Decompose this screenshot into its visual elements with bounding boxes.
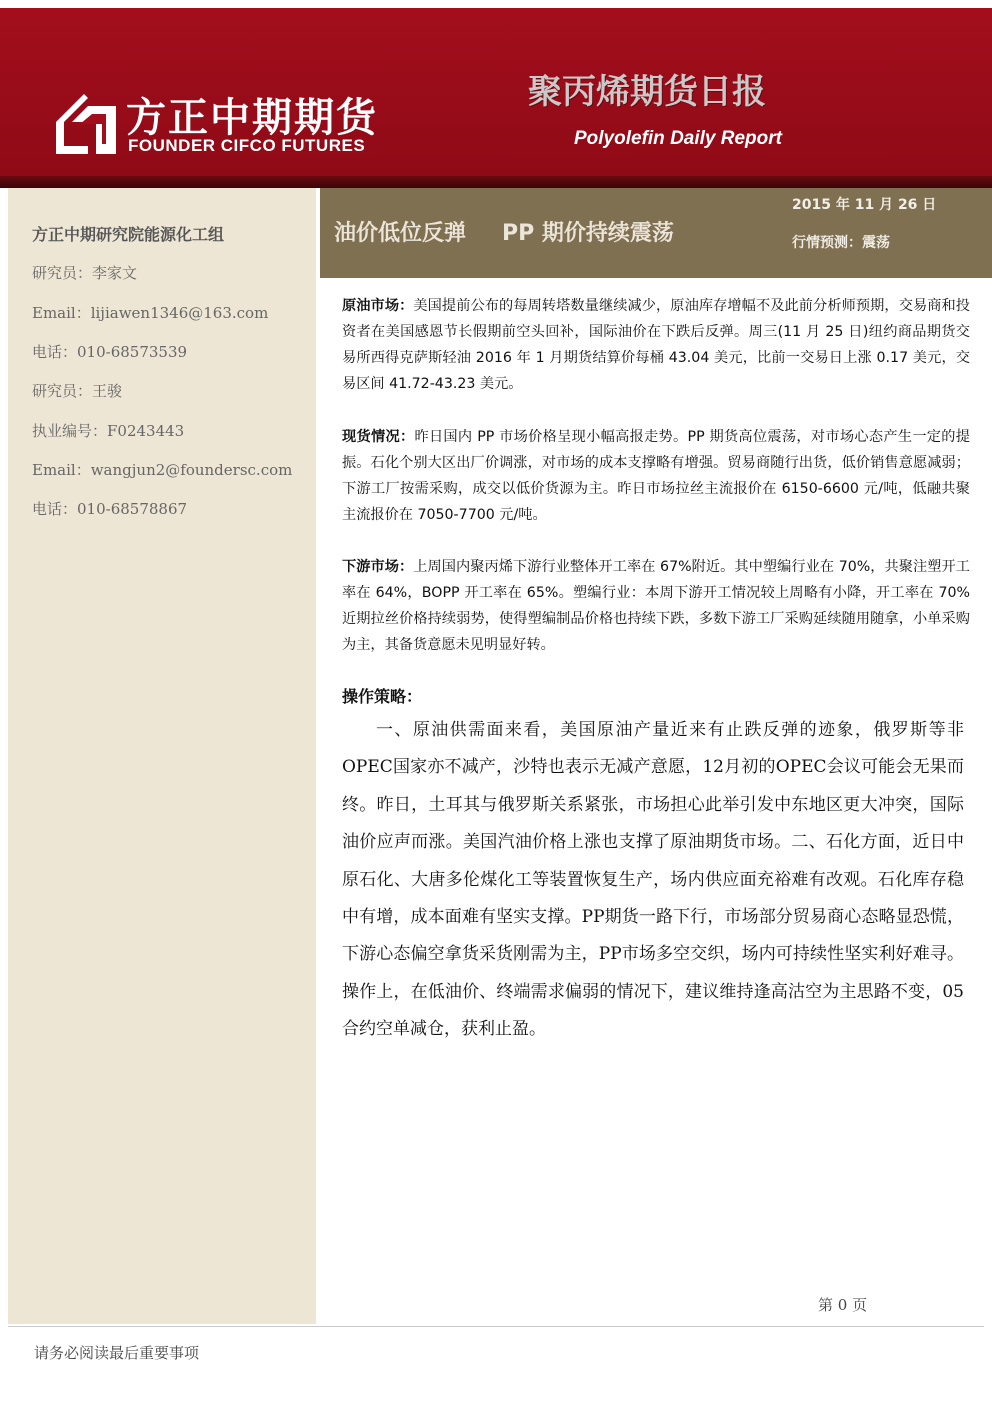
header-divider: [0, 176, 992, 188]
analyst-1-phone: 电话：010-68573539: [32, 343, 188, 361]
strategy-heading: 操作策略：: [342, 687, 423, 706]
spot-section: [342, 424, 970, 528]
footer-disclaimer-note: 请务必阅读最后重要事项: [34, 1344, 200, 1362]
research-group: 方正中期研究院能源化工组: [32, 225, 225, 244]
analyst-2-phone: 电话：010-68578867: [32, 500, 188, 518]
downstream-text: 上周国内聚丙烯下游行业整体开工率在 67%附近。其中塑编行业在 70%，共聚注塑开工率在 64%，BOPP 开工率在 65%。塑编行业：本周下游开工情况较上周略有小降，开工率在 70%近期拉丝价格持续弱势，使得塑编制品价格也持续下跌，多数下游工厂采购延续随用随拿，小单采购为主，其备货意愿未见明显好转。: [342, 559, 970, 653]
spot-text: 昨日国内 PP 市场价格呈现小幅高报走势。PP 期货高位震荡，对市场心态产生一定的提振。石化个别大区出厂价调涨，对市场的成本支撑略有增强。贸易商随行出货，低价销售意愿减弱；下游工厂按需采购，成交以低价货源为主。昨日市场拉丝主流报价在 6150-6600 元/吨，低融共聚主流报价在 7050-7700 元/吨。: [342, 429, 970, 523]
downstream-label: 下游市场：: [342, 559, 414, 575]
author-sidebar: [8, 188, 316, 1324]
analyst-2-email: Email：wangjun2@foundersc.com: [32, 461, 293, 479]
analyst-1-name: 研究员：李家文: [32, 264, 138, 282]
spot-label: 现货情况：: [342, 429, 415, 445]
report-header: [0, 8, 992, 186]
report-title-en: Polyolefin Daily Report: [574, 128, 782, 149]
report-title: 聚丙烯期货日报: [528, 72, 766, 112]
headline-banner: [320, 188, 992, 278]
page-number: 第 0 页: [818, 1296, 868, 1314]
headline-part-2: PP 期价持续震荡: [502, 221, 674, 246]
analyst-2-name: 研究员：王骏: [32, 382, 123, 400]
market-forecast: 行情预测：震荡: [792, 235, 890, 251]
strategy-text: 一、原油供需面来看，美国原油产量近来有止跌反弹的迹象，俄罗斯等非OPEC国家亦不减产，沙特也表示无减产意愿，12月初的OPEC会议可能会无果而终。昨日，土耳其与俄罗斯关系紧张，市场担心此举引发中东地区更大冲突，国际油价应声而涨。美国汽油价格上涨也支撑了原油期货市场。二、石化方面，近日中原石化、大唐多伦煤化工等装置恢复生产，场内供应面充裕难有改观。石化库存稳中有增，成本面难有坚实支撑。PP期货一路下行，市场部分贸易商心态略显恐慌，下游心态偏空拿货采货刚需为主，PP市场多空交织，场内可持续性坚实利好难寻。操作上，在低油价、终端需求偏弱的情况下，建议维持逢高沽空为主思路不变，05合约空单减仓，获利止盈。: [342, 720, 964, 1040]
report-date: 2015 年 11 月 26 日: [792, 197, 937, 213]
crude-oil-label: 原油市场：: [342, 298, 414, 314]
headline: [334, 216, 674, 247]
analyst-1-email: Email：lijiawen1346@163.com: [32, 304, 269, 322]
downstream-section: [342, 554, 970, 658]
founder-logo-icon: [56, 94, 116, 154]
brand-name-en: FOUNDER CIFCO FUTURES: [128, 136, 366, 155]
crude-oil-text: 美国提前公布的每周转塔数量继续减少，原油库存增幅不及此前分析师预期，交易商和投资者在美国感恩节长假期前空头回补，国际油价在下跌后反弹。周三(11 月 25 日)纽约商品期货交易所西得克萨斯轻油 2016 年 1 月期货结算价每桶 43.04 美元，比前一交易日上涨 0.17 美元，交易区间 41.72-43.23 美元。: [342, 298, 970, 392]
headline-part-1: 油价低位反弹: [334, 221, 467, 246]
analyst-2-license: 执业编号：F0243443: [32, 422, 185, 440]
crude-oil-section: [342, 293, 970, 397]
footer-divider: [8, 1326, 984, 1327]
brand-name-cn: 方正中期期货: [126, 95, 378, 141]
